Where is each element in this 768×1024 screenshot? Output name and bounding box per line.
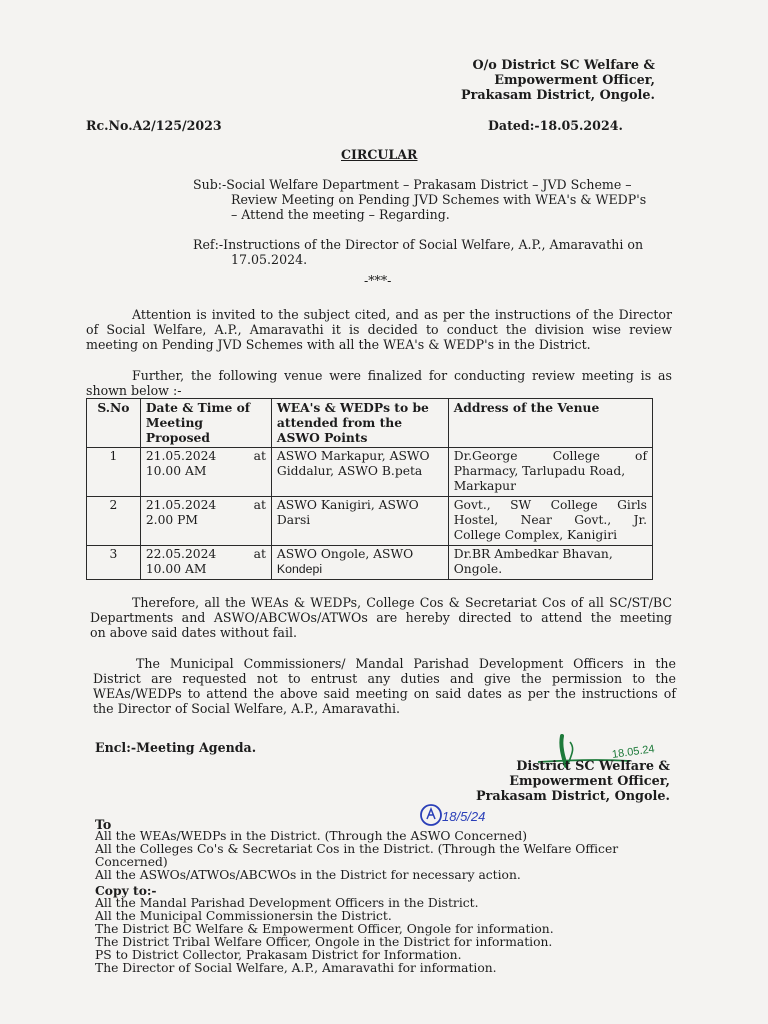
- at-text: at: [253, 449, 266, 463]
- copy-to-item: PS to District Collector, Prakasam District for Information.: [95, 948, 462, 962]
- header-text: Proposed: [145, 430, 210, 445]
- subject-line: Review Meeting on Pending JVD Schemes with WEA's & WEDP's: [231, 192, 647, 207]
- paragraph-line: Therefore, all the WEAs & WEDPs, College Cos & Secretariat Cos of all SC/ST/BC: [132, 595, 672, 610]
- reference-line: Ref:-Instructions of the Director of Social Welfare, A.P., Amaravathi on: [193, 237, 644, 252]
- time-value: 10.00 AM: [145, 464, 207, 478]
- date-line: Dated:-18.05.2024.: [488, 118, 623, 133]
- cell-date: [140, 497, 271, 546]
- time-value: 10.00 AM: [145, 562, 207, 576]
- separator: -***-: [364, 273, 392, 288]
- initial-date: 18/5/24: [442, 809, 486, 824]
- cell-address: [448, 546, 652, 580]
- initial-circle: [418, 802, 444, 828]
- to-item: All the Colleges Co's & Secretariat Cos in the District. (Through the Welfare Officer: [95, 842, 619, 856]
- paragraph-line: Attention is invited to the subject cited, and as per the instructions of the Director: [132, 307, 672, 322]
- wea-text: ASWO Ongole, ASWO: [276, 547, 414, 561]
- date-value: 22.05.2024: [145, 547, 217, 561]
- paragraph-line: Departments and ASWO/ABCWOs/ATWOs are hereby directed to attend the meeting: [90, 610, 672, 625]
- header-date: [140, 399, 271, 448]
- header-sno: S.No: [87, 399, 141, 448]
- at-text: at: [253, 547, 266, 561]
- to-label: To: [95, 817, 112, 832]
- wea-text: Kondepi: [276, 562, 323, 576]
- copy-to-item: The District Tribal Welfare Officer, Ongole in the District for information.: [95, 935, 553, 949]
- copy-to-item: All the Municipal Commissionersin the District.: [95, 909, 392, 923]
- address-text: Dr.BR Ambedkar Bhavan,: [453, 547, 613, 561]
- to-item: Concerned): [95, 855, 168, 869]
- circular-heading: CIRCULAR: [341, 147, 418, 162]
- paragraph-line: WEAs/WEDPs to attend the above said meeting on said dates as per the instructions of: [93, 686, 676, 701]
- cell-wea: [271, 497, 448, 546]
- office-line: Prakasam District, Ongole.: [461, 88, 655, 103]
- venue-table: [86, 398, 653, 580]
- table-row: [87, 497, 653, 546]
- header-text: Meeting: [145, 415, 203, 430]
- table-row: [87, 546, 653, 580]
- paragraph-line: meeting on Pending JVD Schemes with all the WEA's & WEDP's in the District.: [86, 337, 591, 352]
- address-text: Hostel, Near Govt., Jr.: [453, 513, 647, 527]
- cell-sno: 2: [87, 497, 141, 546]
- header-text: ASWO Points: [276, 430, 368, 445]
- header-text: attended from the: [276, 415, 403, 430]
- issuing-office: [440, 58, 655, 103]
- paragraph-line: the Director of Social Welfare, A.P., Amaravathi.: [93, 701, 400, 716]
- reference-line: 17.05.2024.: [231, 252, 308, 267]
- paragraph-line: of Social Welfare, A.P., Amaravathi it is decided to conduct the division wise review: [86, 322, 672, 337]
- date-value: 21.05.2024: [145, 449, 217, 463]
- copy-to-label: Copy to:-: [95, 883, 157, 898]
- cell-wea: [271, 448, 448, 497]
- address-text: Govt., SW College Girls: [453, 498, 647, 512]
- address-text: Ongole.: [453, 562, 503, 576]
- paragraph-line: on above said dates without fail.: [90, 625, 297, 640]
- wea-text: ASWO Markapur, ASWO: [276, 449, 430, 463]
- at-text: at: [253, 498, 266, 512]
- paragraph-line: shown below :-: [86, 383, 182, 398]
- cell-address: [448, 448, 652, 497]
- address-text: Dr.George College of: [453, 449, 647, 463]
- reference-number: Rc.No.A2/125/2023: [86, 118, 222, 133]
- cell-date: [140, 546, 271, 580]
- cell-address: [448, 497, 652, 546]
- office-line: Empowerment Officer,: [494, 73, 655, 88]
- date-value: 21.05.2024: [145, 498, 217, 512]
- cell-sno: 3: [87, 546, 141, 580]
- wea-text: Darsi: [276, 513, 311, 527]
- wea-text: Giddalur, ASWO B.peta: [276, 464, 423, 478]
- to-item: All the WEAs/WEDPs in the District. (Through the ASWO Concerned): [95, 829, 528, 843]
- signatory-line: District SC Welfare &: [516, 759, 670, 774]
- enclosure-text: Encl:-Meeting Agenda.: [95, 740, 257, 755]
- header-text: WEA's & WEDPs to be: [276, 400, 429, 415]
- cell-date: [140, 448, 271, 497]
- paragraph-line: Further, the following venue were finalized for conducting review meeting is as: [132, 368, 672, 383]
- signatory-block: [455, 759, 670, 804]
- table-header-row: [87, 399, 653, 448]
- time-value: 2.00 PM: [145, 513, 198, 527]
- subject-line: – Attend the meeting – Regarding.: [231, 207, 450, 222]
- header-address: Address of the Venue: [448, 399, 652, 448]
- signatory-line: Empowerment Officer,: [509, 774, 670, 789]
- copy-to-item: The District BC Welfare & Empowerment Officer, Ongole for information.: [95, 922, 554, 936]
- signature-date: 18.05.24: [611, 743, 656, 761]
- paragraph-line: The Municipal Commissioners/ Mandal Parishad Development Officers in the: [136, 656, 676, 671]
- copy-to-item: All the Mandal Parishad Development Officers in the District.: [95, 896, 479, 910]
- address-text: Markapur: [453, 479, 516, 493]
- cell-wea: [271, 546, 448, 580]
- office-line: O/o District SC Welfare &: [472, 58, 655, 73]
- to-item: All the ASWOs/ATWOs/ABCWOs in the District for necessary action.: [95, 868, 521, 882]
- enclosure: [95, 740, 256, 755]
- address-text: Pharmacy, Tarlupadu Road,: [453, 464, 626, 478]
- wea-text: ASWO Kanigiri, ASWO: [276, 498, 419, 512]
- cell-sno: 1: [87, 448, 141, 497]
- table-row: [87, 448, 653, 497]
- copy-to-item: The Director of Social Welfare, A.P., Amaravathi for information.: [95, 961, 497, 975]
- subject-line: Sub:-Social Welfare Department – Prakasam District – JVD Scheme –: [193, 177, 632, 192]
- address-text: College Complex, Kanigiri: [453, 528, 618, 542]
- header-wea: [271, 399, 448, 448]
- signatory-line: Prakasam District, Ongole.: [476, 789, 670, 804]
- header-text: Date & Time of: [145, 400, 251, 415]
- paragraph-line: District are requested not to entrust any duties and give the permission to the: [93, 671, 676, 686]
